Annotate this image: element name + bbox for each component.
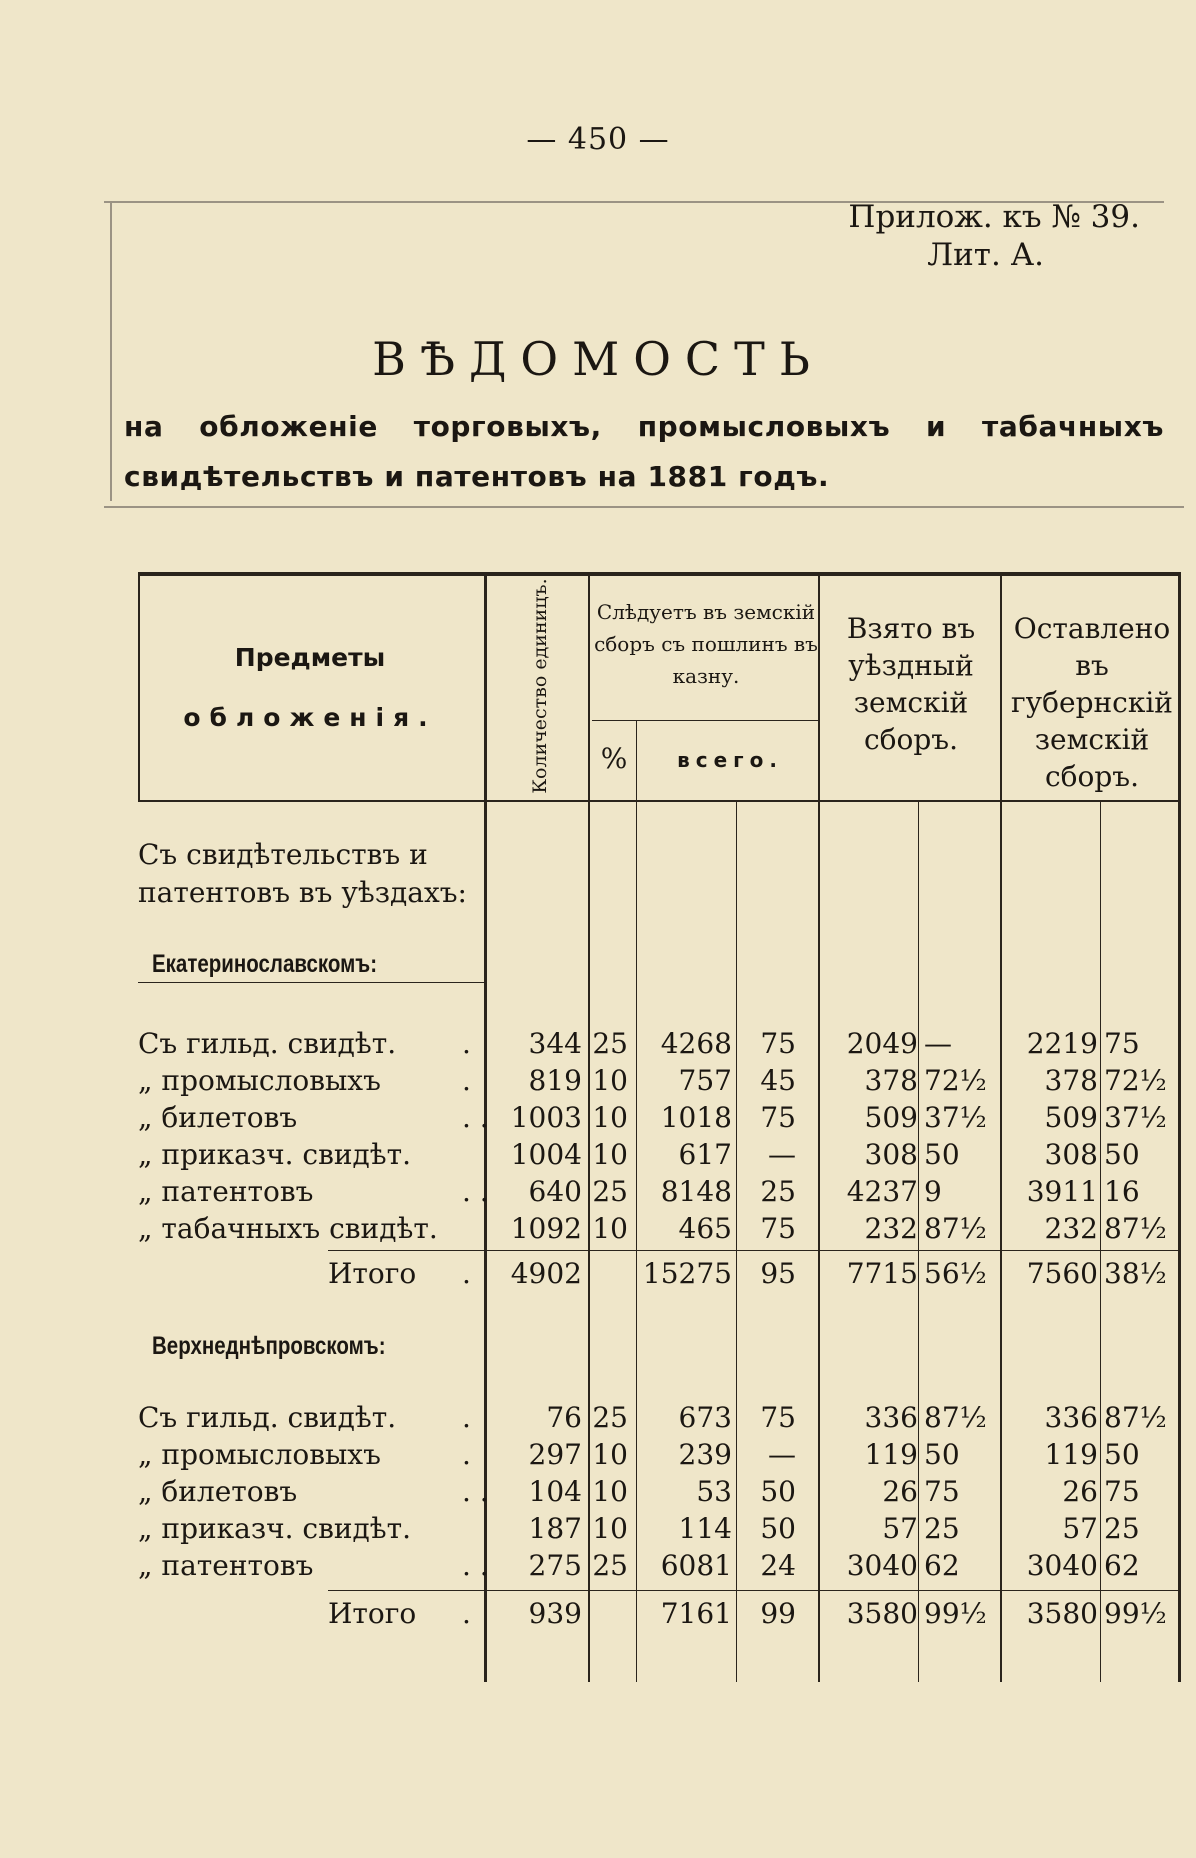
row-dots: . . [462,1175,489,1208]
cell-left-kop: 38½ [1104,1257,1167,1290]
cell-due-rub: 7161 [660,1597,732,1630]
cell-taken-kop: 87½ [924,1212,987,1245]
cell-left-rub: 308 [1044,1138,1098,1171]
cell-due-kop: 24 [760,1549,796,1582]
document-title: ВѢДОМОСТЬ [372,332,824,386]
row-dots: . . [462,1101,489,1134]
cell-pct: 25 [592,1549,628,1582]
row-dots: . . [462,1475,489,1508]
cell-due-kop: 75 [760,1027,796,1060]
cell-left-kop: 99½ [1104,1597,1167,1630]
cell-units: 640 [528,1175,582,1208]
cell-due-rub: 617 [678,1138,732,1171]
header-units-text: Количество единицъ. [529,578,551,794]
total-label-rule [328,1250,484,1251]
table-total-row [0,1596,1196,1632]
cell-taken-rub: 308 [864,1138,918,1171]
table-top-rule [138,572,1180,576]
cell-taken-rub: 232 [864,1212,918,1245]
cell-taken-kop: 9 [924,1175,942,1208]
cell-taken-rub: 336 [864,1401,918,1434]
cell-due-rub: 1018 [660,1101,732,1134]
cell-due-rub: 239 [678,1438,732,1471]
cell-taken-rub: 4237 [846,1175,918,1208]
row-label: „ патентовъ [138,1175,314,1208]
cell-due-kop: 95 [760,1257,796,1290]
cell-taken-kop: 56½ [924,1257,987,1290]
row-label: „ патентовъ [138,1549,314,1582]
appendix-lit: Лит. А. [927,237,1044,273]
cell-left-rub: 378 [1044,1064,1098,1097]
header-subject-line1: Предметы [234,643,386,672]
section-label: Съ свидѣтельствъ и патентовъ въ уѣздахъ: [138,838,467,909]
cell-taken-rub: 57 [882,1512,918,1545]
row-dots: . [462,1064,471,1097]
header-subject [140,628,480,748]
row-label: „ промысловыхъ [138,1064,381,1097]
cell-left-kop: 16 [1104,1175,1140,1208]
cell-taken-kop: 62 [924,1549,960,1582]
cell-units: 76 [546,1401,582,1434]
cell-pct: 10 [592,1475,628,1508]
cell-left-rub: 2219 [1026,1027,1098,1060]
table-row [0,1063,1196,1099]
cell-pct: 10 [592,1512,628,1545]
cell-due-rub: 465 [678,1212,732,1245]
cell-due-kop: 25 [760,1175,796,1208]
cell-due-rub: 53 [696,1475,732,1508]
cell-pct: 10 [592,1064,628,1097]
cell-units: 275 [528,1549,582,1582]
cell-taken-kop: 37½ [924,1101,987,1134]
cell-taken-rub: 119 [864,1438,918,1471]
district-name: Верхнеднѣпровскомъ: [152,1332,386,1360]
cell-left-rub: 509 [1044,1101,1098,1134]
table-row [0,1137,1196,1173]
title-bottom-rule [104,506,1184,508]
cell-taken-kop: 50 [924,1138,960,1171]
cell-units: 939 [528,1597,582,1630]
cell-left-rub: 3580 [1026,1597,1098,1630]
cell-due-kop: 75 [760,1101,796,1134]
row-label: Съ гильд. свидѣт. [138,1027,397,1060]
row-label: „ приказч. свидѣт. [138,1512,412,1545]
cell-taken-kop: 72½ [924,1064,987,1097]
cell-taken-rub: 7715 [846,1257,918,1290]
header-subject-line2: обложенія. [183,703,437,732]
cell-units: 187 [528,1512,582,1545]
table-row [0,1211,1196,1247]
cell-left-kop: 25 [1104,1512,1140,1545]
total-rule [484,1590,1180,1591]
cell-left-rub: 57 [1062,1512,1098,1545]
cell-left-kop: 87½ [1104,1212,1167,1245]
cell-taken-rub: 3580 [846,1597,918,1630]
cell-due-kop: 99 [760,1597,796,1630]
cell-due-rub: 6081 [660,1549,732,1582]
district-rule [138,982,484,983]
cell-left-rub: 336 [1044,1401,1098,1434]
cell-due-kop: 50 [760,1475,796,1508]
cell-pct: 25 [592,1175,628,1208]
table-row [0,1437,1196,1473]
cell-pct: 25 [592,1401,628,1434]
cell-taken-rub: 26 [882,1475,918,1508]
row-label: „ билетовъ [138,1101,298,1134]
cell-units: 819 [528,1064,582,1097]
cell-pct: 10 [592,1212,628,1245]
row-dots: . [462,1401,471,1434]
due-subheader-rule [592,720,818,721]
row-label: „ билетовъ [138,1475,298,1508]
cell-due-rub: 757 [678,1064,732,1097]
cell-left-rub: 26 [1062,1475,1098,1508]
row-dots: . [462,1257,471,1290]
row-dots: . [462,1597,471,1630]
cell-taken-kop: 50 [924,1438,960,1471]
cell-due-rub: 114 [678,1512,732,1545]
table-row [0,1100,1196,1136]
header-units [500,578,580,794]
header-total-all: всего. [677,748,783,772]
cell-left-rub: 7560 [1026,1257,1098,1290]
cell-left-kop: 50 [1104,1438,1140,1471]
table-row [0,1026,1196,1062]
header-left: Оставлено въ губернскій земскій сборъ. [1011,612,1173,793]
appendix-reference [848,198,1140,274]
cell-taken-kop: 75 [924,1475,960,1508]
cell-taken-kop: 99½ [924,1597,987,1630]
table-row [0,1548,1196,1584]
cell-left-kop: 87½ [1104,1401,1167,1434]
cell-pct: 10 [592,1438,628,1471]
header-pct: % [600,742,628,775]
cell-due-rub: 8148 [660,1175,732,1208]
cell-due-kop: — [768,1138,796,1171]
cell-units: 344 [528,1027,582,1060]
cell-left-kop: 50 [1104,1138,1140,1171]
appendix-ref: Прилож. къ № 39. [848,199,1140,235]
cell-left-rub: 119 [1044,1438,1098,1471]
cell-left-rub: 3040 [1026,1549,1098,1582]
cell-units: 1004 [510,1138,582,1171]
cell-left-kop: 37½ [1104,1101,1167,1134]
cell-pct: 10 [592,1101,628,1134]
cell-taken-rub: 2049 [846,1027,918,1060]
cell-pct: 10 [592,1138,628,1171]
row-dots: . [462,1438,471,1471]
cell-left-rub: 232 [1044,1212,1098,1245]
row-dots: . . [462,1549,489,1582]
cell-due-kop: 75 [760,1212,796,1245]
cell-taken-rub: 378 [864,1064,918,1097]
cell-due-kop: — [768,1438,796,1471]
cell-left-rub: 3911 [1026,1175,1098,1208]
cell-left-kop: 72½ [1104,1064,1167,1097]
cell-left-kop: 75 [1104,1027,1140,1060]
cell-taken-kop: 25 [924,1512,960,1545]
row-label: Итого [328,1257,417,1290]
row-dots: . [462,1027,471,1060]
cell-left-kop: 62 [1104,1549,1140,1582]
table-row [0,1400,1196,1436]
table-row [0,1511,1196,1547]
cell-units: 1092 [510,1212,582,1245]
cell-due-kop: 45 [760,1064,796,1097]
document-subtitle: на обложеніе торговыхъ, промысловыхъ и табачныхъ свидѣтельствъ и патентовъ на 1881 годъ. [124,410,1164,493]
district-name: Екатеринославскомъ: [152,950,378,978]
table-total-row [0,1256,1196,1292]
cell-taken-rub: 509 [864,1101,918,1134]
row-label: „ приказч. свидѣт. [138,1138,412,1171]
cell-taken-kop: — [924,1027,952,1060]
cell-due-rub: 673 [678,1401,732,1434]
header-bottom-rule [138,800,1180,802]
cell-due-kop: 75 [760,1401,796,1434]
cell-due-rub: 15275 [642,1257,732,1290]
header-taken: Взято въ уѣздный земскій сборъ. [846,612,976,756]
row-label: „ промысловыхъ [138,1438,381,1471]
cell-units: 1003 [510,1101,582,1134]
row-label: Съ гильд. свидѣт. [138,1401,397,1434]
header-due: Слѣдуетъ въ земскій сборъ съ пошлинъ въ казну. [594,600,818,688]
cell-pct: 25 [592,1027,628,1060]
cell-units: 104 [528,1475,582,1508]
row-label: „ табачныхъ свидѣт. [138,1212,438,1245]
total-rule [484,1250,1180,1251]
table-row [0,1174,1196,1210]
cell-units: 4902 [510,1257,582,1290]
cell-taken-kop: 87½ [924,1401,987,1434]
cell-due-rub: 4268 [660,1027,732,1060]
cell-units: 297 [528,1438,582,1471]
table-row [0,1474,1196,1510]
total-label-rule [328,1590,484,1591]
cell-left-kop: 75 [1104,1475,1140,1508]
cell-due-kop: 50 [760,1512,796,1545]
row-label: Итого [328,1597,417,1630]
cell-taken-rub: 3040 [846,1549,918,1582]
page-number: — 450 — [526,122,670,157]
